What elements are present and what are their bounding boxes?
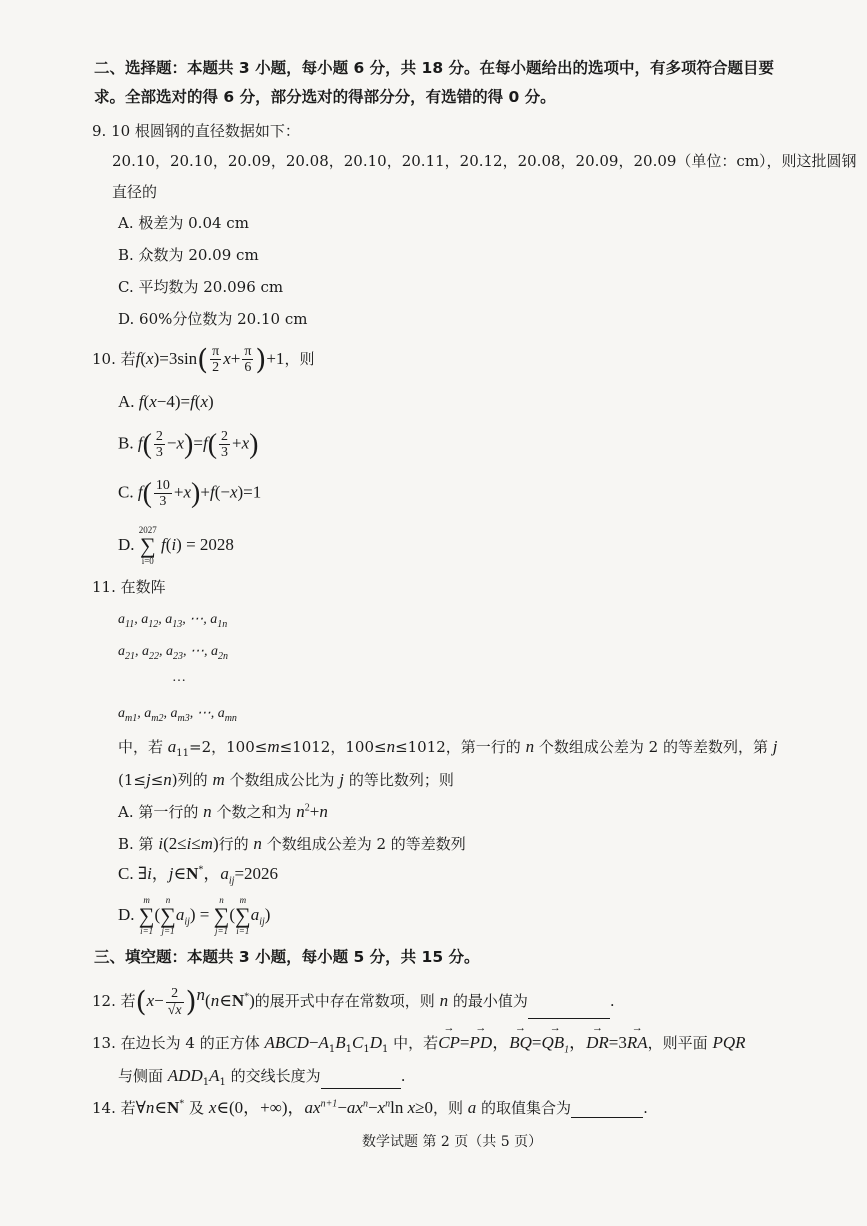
q12-answer-blank[interactable] xyxy=(528,1004,610,1019)
q11-matrix-row1: $a_{11}$, $a_{12}$, $a_{13}$, ⋯, $a_{1n}$ xyxy=(118,612,228,630)
q9-option-b: B. 众数为 20.09 cm xyxy=(118,246,259,264)
q11-option-d: D. m ∑ i=1 ( n ∑ j=1 $a_{ij}$) = n ∑ j=1 ( m ∑ i=1 $a_{ij}$) xyxy=(118,895,271,936)
q13-stem: 13. 在边长为 4 的正方体 $ABCD-A_1B_1C_1D_1$ 中，若→ CP=→ PD，→ $BQ=\to QB_1$，→ DR=3→ RA，则平面 PQR xyxy=(92,1033,746,1056)
q10-option-d: D. 2027 ∑ i=0 f(i) = 2028 xyxy=(118,525,234,566)
page-footer: 数学试题 第 2 页（共 5 页） xyxy=(362,1134,543,1150)
section2-title: 二、选择题：本题共 3 小题，每小题 6 分，共 18 分。在每小题给出的选项中，有多项符合题目要 xyxy=(94,59,775,77)
q14-answer-blank[interactable] xyxy=(571,1103,643,1118)
q13-answer-blank[interactable] xyxy=(321,1074,401,1089)
q9-data-cont: 直径的 xyxy=(112,183,158,201)
q10-option-a: A. f(x−4)=f(x) xyxy=(118,392,214,411)
section3-title: 三、填空题：本题共 3 小题，每小题 5 分，共 15 分。 xyxy=(94,948,480,966)
q10-stem: 10. 若f(x)=3sin( $\frac{\pi}{2}$ x+ $\frac{\pi}{6}$ )+1，则 xyxy=(92,343,315,376)
q14-stem: 14. 若∀n∈N* 及 x∈(0，+∞)，$ax^{n+1}-ax^n-x^n\ln$ x≥0，则 a 的取值集合为 . xyxy=(92,1098,648,1117)
q13-stem-cont: 与侧面 $ADD_1A_1$ 的交线长度为 . xyxy=(118,1066,406,1088)
q9-data: 20.10，20.10，20.09，20.08，20.10，20.11，20.12，20.08，20.09，20.09（单位：cm），则这批圆钢 xyxy=(112,152,857,170)
section2-title-cont: 求。全部选对的得 6 分，部分选对的得部分分，有选错的得 0 分。 xyxy=(94,88,556,106)
q9-option-d: D. 60%分位数为 20.10 cm xyxy=(118,310,308,328)
q11-stem: 11. 在数阵 xyxy=(92,578,166,596)
q9-stem: 9. 10 根圆钢的直径数据如下： xyxy=(92,122,300,140)
q11-matrix-vdots: … xyxy=(172,670,186,685)
q11-matrix-row2: $a_{21}$, $a_{22}$, $a_{23}$, ⋯, $a_{2n}$ xyxy=(118,644,228,662)
q9-option-c: C. 平均数为 20.096 cm xyxy=(118,278,284,296)
q11-condition-cont: (1≤j≤n)列的 m 个数组成公比为 j 的等比数列；则 xyxy=(118,770,454,789)
q11-option-a: A. 第一行的 n 个数之和为 $n^2+n$ xyxy=(118,802,328,821)
q9-option-a: A. 极差为 0.04 cm xyxy=(118,214,249,232)
q10-option-c: C. f( $\frac{10}{3}$ +x)+f(−x)=1 xyxy=(118,477,262,510)
q11-option-c: C. ∃i，j∈N*，$a_{ij}=2026$ xyxy=(118,864,279,887)
q12-stem: 12. 若(x− $\frac{2}{√x}$ )$^n$(n∈N*)的展开式中存在常数项，则 n 的最小值为 . xyxy=(92,985,615,1019)
q11-option-b: B. 第 i(2≤i≤m)行的 n 个数组成公差为 2 的等差数列 xyxy=(118,834,466,853)
q10-option-b: B. f( $\frac{2}{3}$ −x)=f( $\frac{2}{3}$ +x) xyxy=(118,428,259,461)
q11-matrix-rowm: $a_{m1}$, $a_{m2}$, $a_{m3}$, ⋯, $a_{mn}$ xyxy=(118,706,237,724)
q11-condition: 中，若 $a_{11}=2$，100≤m≤1012，100≤n≤1012，第一行的 n 个数组成公差为 2 的等差数列，第 j xyxy=(118,737,778,759)
